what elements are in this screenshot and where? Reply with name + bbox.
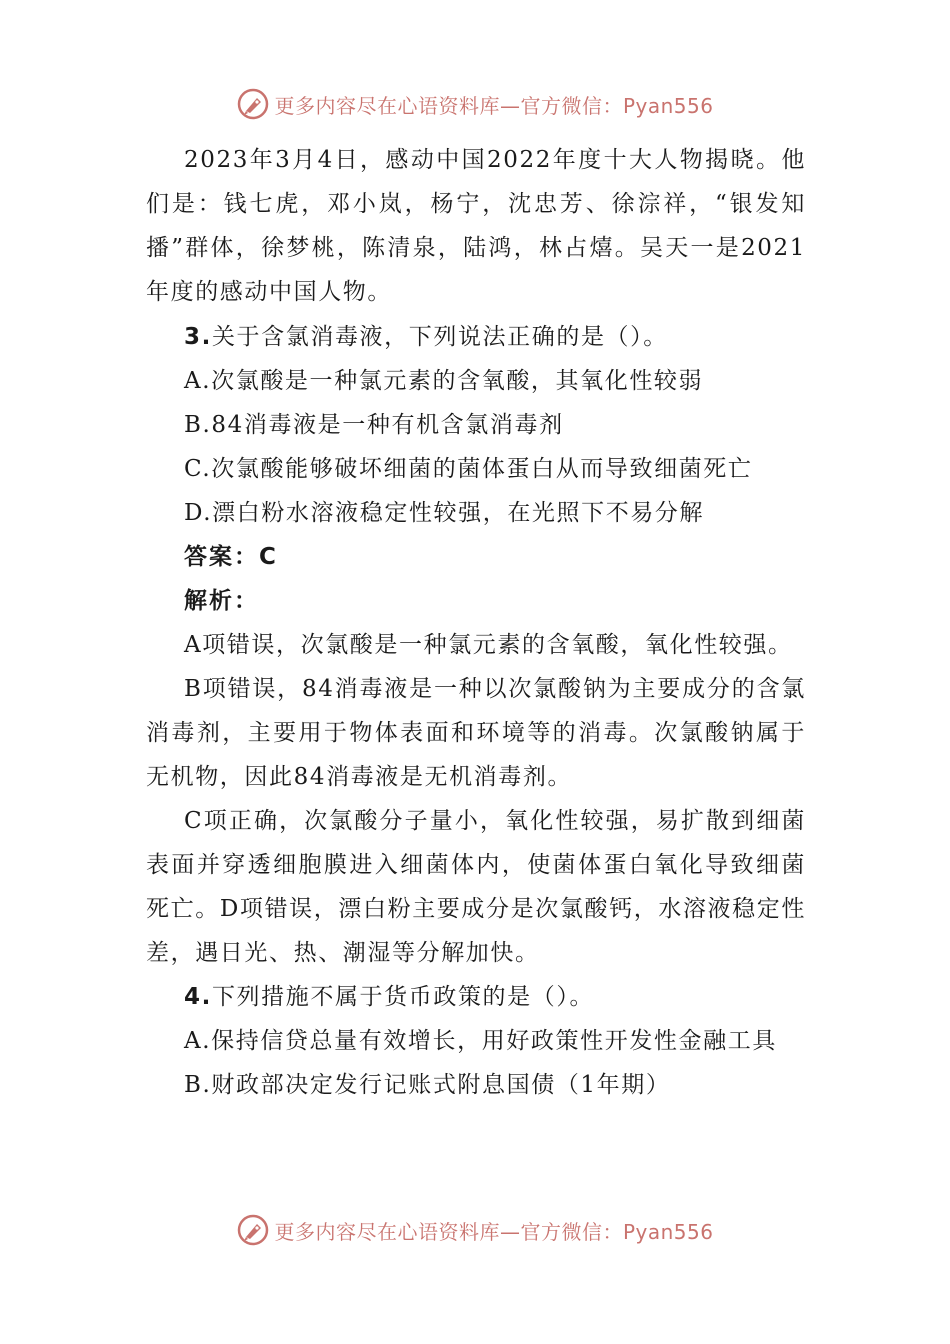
watermark-text: 更多内容尽在心语资料库—官方微信：Pyan556 — [274, 1219, 714, 1244]
question-3-option-c: C.次氯酸能够破坏细菌的菌体蛋白从而导致细菌死亡 — [184, 456, 753, 482]
question-4-option-b: B.财政部决定发行记账式附息国债（1年期） — [184, 1072, 671, 1098]
document-body — [146, 138, 806, 1107]
question-3-answer: 答案：C — [184, 544, 278, 570]
header-watermark — [0, 84, 950, 124]
pen-nib-logo-icon — [236, 1213, 270, 1247]
question-3-option-d: D.漂白粉水溶液稳定性较强，在光照下不易分解 — [184, 500, 705, 526]
pen-nib-logo-icon — [236, 87, 270, 121]
question-3-option-a: A.次氯酸是一种氯元素的含氧酸，其氧化性较弱 — [184, 368, 704, 394]
question-3-number: 3. — [184, 324, 212, 350]
question-4-text: 下列措施不属于货币政策的是（）。 — [211, 984, 595, 1010]
question-3-analysis-b: B项错误，84消毒液是一种以次氯酸钠为主要成分的含氯消毒剂，主要用于物体表面和环境等的消毒。次氯酸钠属于无机物，因此84消毒液是无机消毒剂。 — [146, 676, 806, 790]
question-4-number: 4. — [184, 984, 212, 1010]
question-3-analysis-label: 解析： — [184, 588, 259, 614]
question-3-analysis-c-d: C项正确，次氯酸分子量小，氧化性较强，易扩散到细菌表面并穿透细胞膜进入细菌体内，使菌体蛋白氧化导致细菌死亡。D项错误，漂白粉主要成分是次氯酸钙，水溶液稳定性差，遇日光、热、潮湿等分解加快。 — [146, 808, 806, 966]
question-4-option-a: A.保持信贷总量有效增长，用好政策性开发性金融工具 — [184, 1028, 777, 1054]
question-3-option-b: B.84消毒液是一种有机含氯消毒剂 — [184, 412, 564, 438]
question-3-analysis-a: A项错误，次氯酸是一种氯元素的含氧酸，氧化性较强。 — [184, 632, 793, 658]
watermark-text: 更多内容尽在心语资料库—官方微信：Pyan556 — [274, 93, 714, 118]
footer-watermark — [0, 1210, 950, 1250]
question-4-stem — [146, 975, 806, 1019]
intro-paragraph: 2023年3月4日，感动中国2022年度十大人物揭晓。他们是：钱七虎，邓小岚，杨宁，沈忠芳、徐淙祥，“银发知播”群体，徐梦桃，陈清泉，陆鸿，林占熺。吴天一是2021年度的感动中国人物。 — [146, 147, 806, 305]
question-3-stem — [146, 315, 806, 359]
question-3-text: 关于含氯消毒液，下列说法正确的是（）。 — [211, 324, 668, 350]
